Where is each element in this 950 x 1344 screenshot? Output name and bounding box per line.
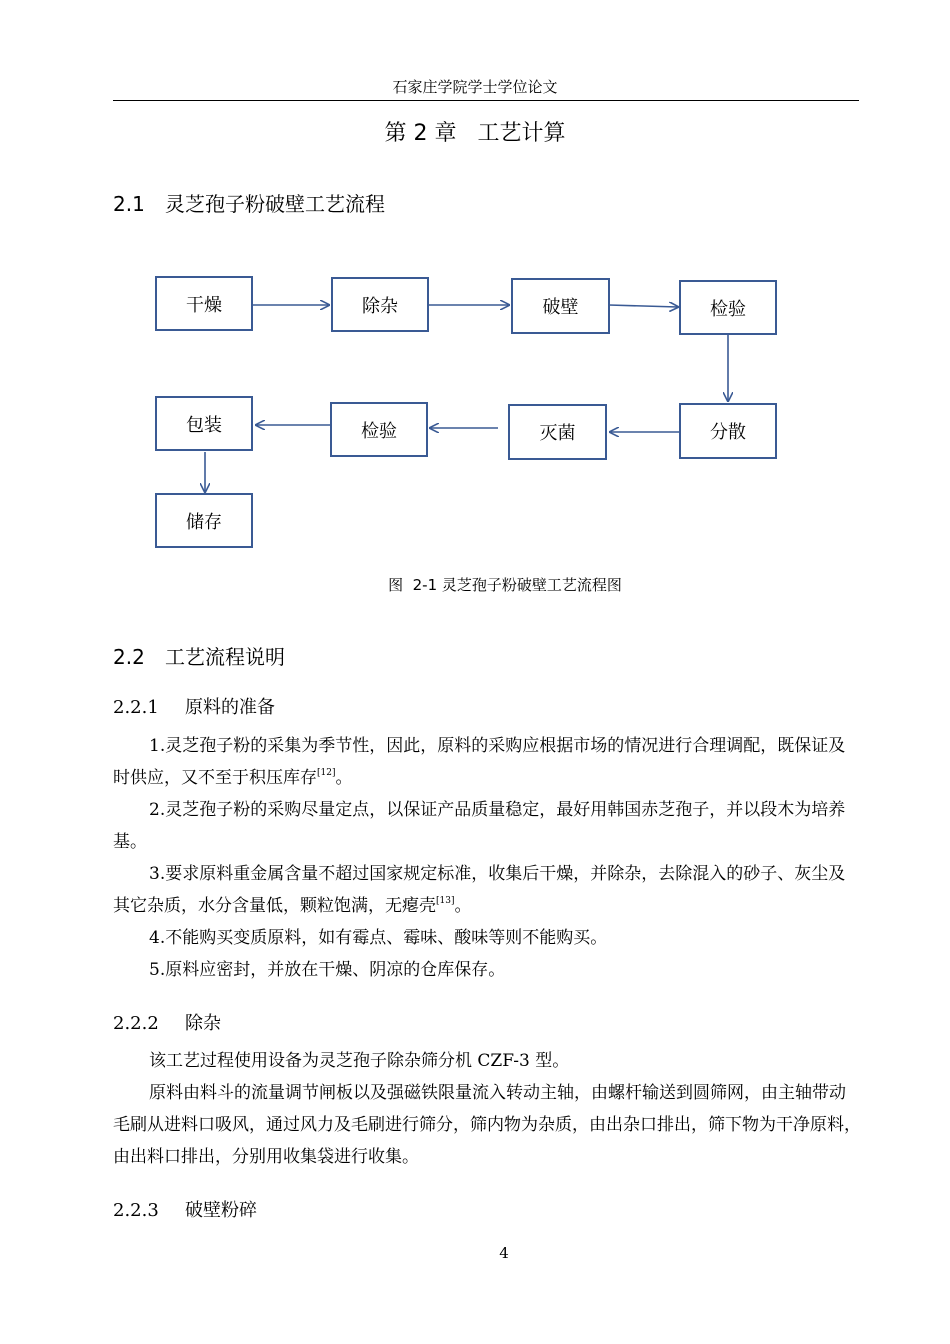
section-title: 灵芝孢子粉破壁工艺流程	[165, 192, 385, 216]
impurity-removal-text	[113, 1045, 861, 1173]
section-title: 工艺流程说明	[165, 645, 285, 669]
figure-caption: 图 2-1 灵芝孢子粉破壁工艺流程图	[388, 576, 622, 594]
flow-box-wall-breaking: 破壁	[511, 278, 610, 334]
paragraph: 5.原料应密封，并放在干燥、阴凉的仓库保存。	[149, 960, 506, 980]
section-number: 2.2	[113, 645, 145, 669]
paragraph: 4.不能购买变质原料，如有霉点、霉味、酸味等则不能购买。	[149, 928, 608, 948]
citation-ref: [13]	[436, 896, 455, 906]
citation-ref: [12]	[317, 768, 336, 778]
flow-box-inspection-1: 检验	[679, 280, 777, 335]
flow-box-dry: 干燥	[155, 276, 253, 331]
running-header: 石家庄学院学士学位论文	[392, 78, 558, 96]
flow-box-impurity-removal: 除杂	[331, 277, 429, 332]
subsection-title: 破壁粉碎	[185, 1200, 257, 1221]
subsection-title: 除杂	[185, 1013, 221, 1034]
paragraph: 原料由料斗的流量调节闸板以及强磁铁限量流入转动主轴，由螺杆输送到圆筛网，由主轴带动毛刷从进料口吸风，通过风力及毛刷进行筛分，筛内物为杂质，由出杂口排出，筛下物为干净原料，由出料口排出，分别用收集袋进行收集。	[113, 1083, 861, 1167]
subsection-heading-2-2-3	[113, 1196, 257, 1222]
arrow-wallbreak-to-inspect	[609, 305, 678, 307]
flow-box-storage: 储存	[155, 493, 253, 548]
flow-box-inspection-2: 检验	[330, 402, 428, 457]
flowchart-connectors	[0, 0, 950, 600]
raw-material-preparation-text	[113, 730, 861, 986]
subsection-heading-2-2-2	[113, 1009, 221, 1035]
section-heading-2-2	[113, 641, 285, 670]
paragraph: 1.灵芝孢子粉的采集为季节性，因此，原料的采购应根据市场的情况进行合理调配，既保证及时供应，又不至于积压库存[12]。	[113, 736, 846, 788]
flow-box-packaging: 包装	[155, 396, 253, 451]
paragraph: 3.要求原料重金属含量不超过国家规定标准，收集后干燥，并除杂，去除混入的砂子、灰尘及其它杂质，水分含量低，颗粒饱满，无瘪壳[13]。	[113, 864, 846, 916]
subsection-title: 原料的准备	[185, 697, 275, 718]
subsection-number: 2.2.2	[113, 1013, 159, 1034]
flow-box-dispersion: 分散	[679, 403, 777, 459]
flow-box-sterilization: 灭菌	[508, 404, 607, 460]
paragraph: 2.灵芝孢子粉的采购尽量定点，以保证产品质量稳定，最好用韩国赤芝孢子，并以段木为培养基。	[113, 800, 846, 852]
section-number: 2.1	[113, 192, 145, 216]
paragraph: 该工艺过程使用设备为灵芝孢子除杂筛分机 CZF-3 型。	[149, 1051, 570, 1071]
subsection-heading-2-2-1	[113, 693, 275, 719]
page-number: 4	[499, 1244, 509, 1262]
subsection-number: 2.2.1	[113, 697, 159, 718]
chapter-title: 第 2 章 工艺计算	[384, 121, 566, 146]
subsection-number: 2.2.3	[113, 1200, 159, 1221]
